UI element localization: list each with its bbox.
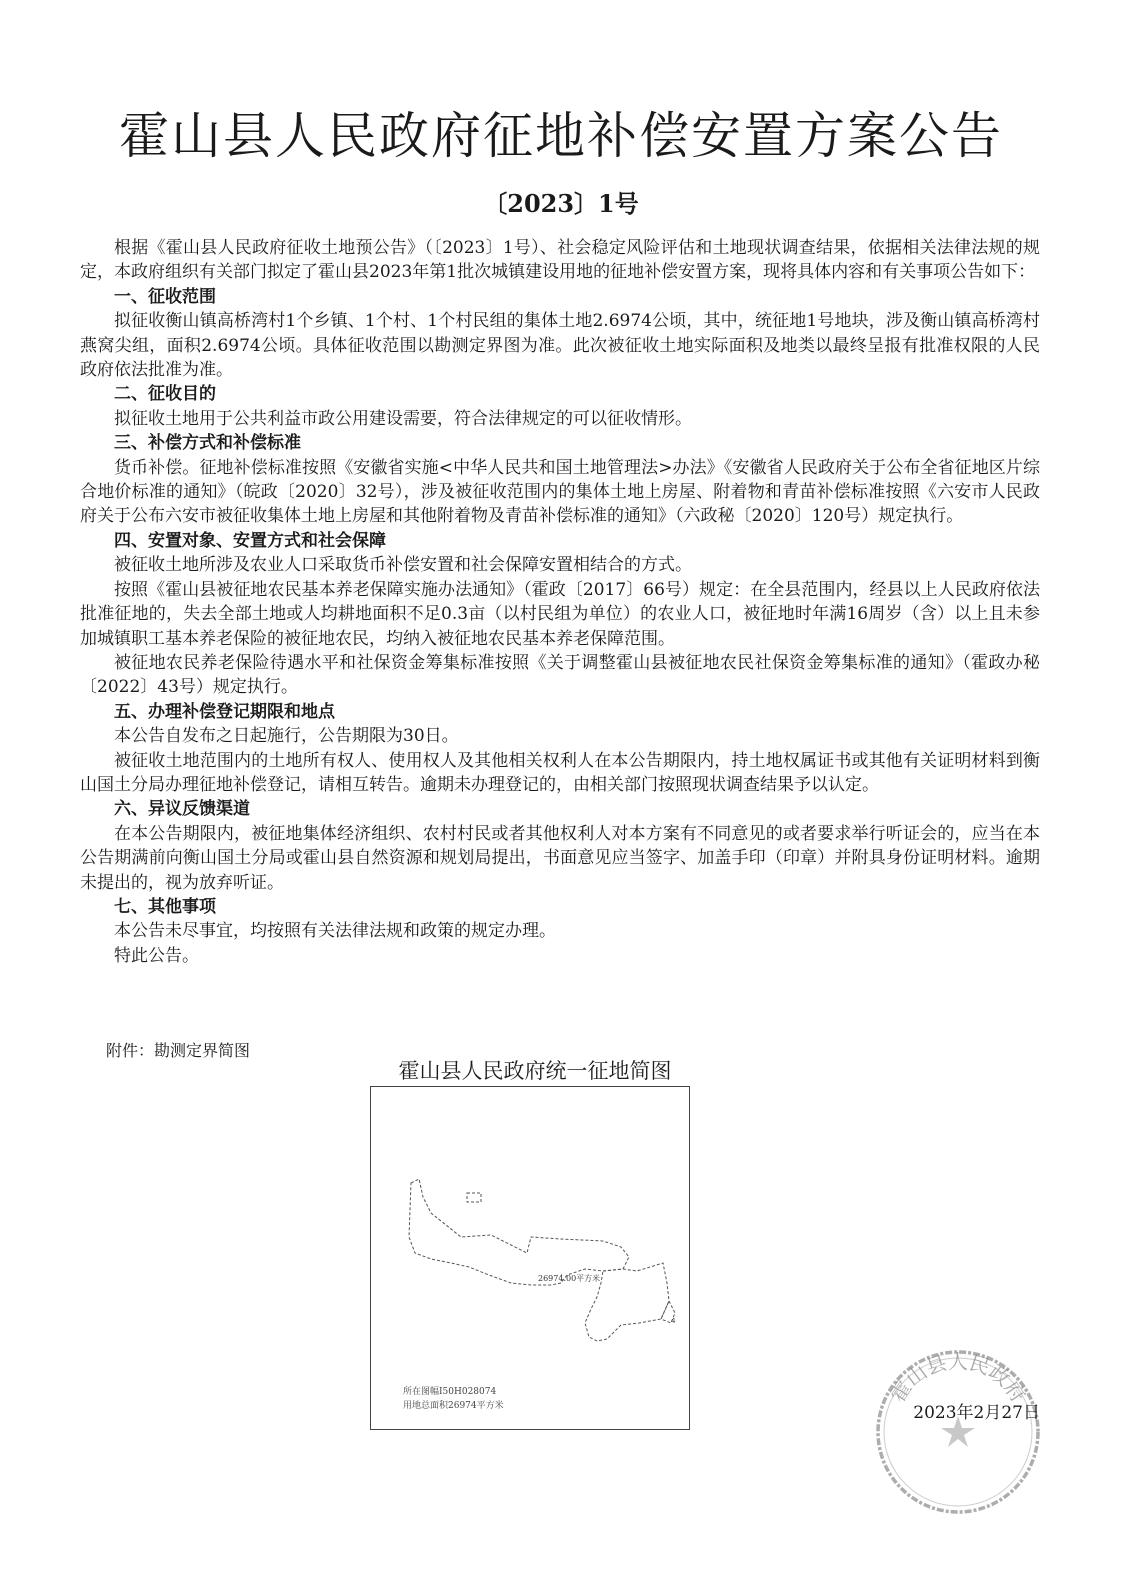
body-paragraph: 在本公告期限内，被征地集体经济组织、农村村民或者其他权利人对本方案有不同意见的或者要求举行听证会的，应当在本公告期满前向衡山国土分局或霍山县自然资源和规划局提出，书面意见应当签字、加盖手印（印章）并附具身份证明材料。逾期未提出的，视为放弃听证。 [80,823,1040,893]
section-heading: 二、征收目的 [114,384,216,405]
attachment-label: 附件：勘测定界简图 [106,1041,251,1060]
land-parcel-drawing [371,1087,689,1429]
body-paragraph: 货币补偿。征地补偿标准按照《安徽省实施<中华人民共和国土地管理法>办法》《安徽省人民政府关于公布全省征地区片综合地价标准的通知》（皖政〔2020〕32号），涉及被征收范围内的集体土地上房屋、附着物和青苗补偿标准按照《六安市人民政府关于公布六安市被征收集体土地上房屋和其他附着物及青苗补偿标准的通知》（六政秘〔2020〕120号）规定执行。 [80,457,1040,527]
section-heading: 一、征收范围 [114,286,216,307]
section-heading: 五、办理补偿登记期限和地点 [114,701,335,722]
body-paragraph: 特此公告。 [114,945,199,966]
survey-map [370,1086,690,1430]
section-heading: 六、异议反馈渠道 [114,799,250,820]
map-info-sheet: 所在图幅I50H028074 [403,1387,497,1397]
section-heading: 三、补偿方式和补偿标准 [114,433,301,454]
map-info-area: 用地总面积26974平方米 [403,1401,504,1411]
body-paragraph: 被征收土地所涉及农业人口采取货币补偿安置和社会保障安置相结合的方式。 [114,555,692,576]
section-heading: 四、安置对象、安置方式和社会保障 [114,530,386,551]
map-title: 霍山县人民政府统一征地简图 [398,1059,672,1083]
document-title: 霍山县人民政府征地补偿安置方案公告 [119,107,1003,165]
body-paragraph: 被征收土地范围内的土地所有权人、使用权人及其他相关权利人在本公告期限内，持土地权属证书或其他有关证明材料到衡山国土分局办理征地补偿登记，请相互转告。逾期未办理登记的，由相关部门按照现状调查结果予以认定。 [80,750,1040,795]
body-paragraph: 拟征收土地用于公共利益市政公用建设需要，符合法律规定的可以征收情形。 [114,408,692,429]
document-number: 〔2023〕1号 [483,189,639,218]
issue-date: 2023年2月27日 [913,1403,1040,1423]
section-heading: 七、其他事项 [114,896,216,917]
body-paragraph: 本公告未尽事宜，均按照有关法律法规和政策的规定办理。 [114,921,556,942]
map-area-label: 26974.00平方米 [538,1274,601,1283]
body-paragraph: 按照《霍山县被征地农民基本养老保障实施办法通知》（霍政〔2017〕66号）规定：在全县范围内，经县以上人民政府依法批准征地的，失去全部土地或人均耕地面积不足0.3亩（以村民组为单位）的农业人口，被征地时年满16周岁（含）以上且未参加城镇职工基本养老保险的被征地农民，均纳入被征地农民基本养老保障范围。 [80,579,1040,649]
body-paragraph: 根据《霍山县人民政府征收土地预公告》（〔2023〕1号）、社会稳定风险评估和土地现状调查结果，依据相关法律法规的规定，本政府组织有关部门拟定了霍山县2023年第1批次城镇建设用地的征地补偿安置方案，现将具体内容和有关事项公告如下： [80,238,1040,283]
svg-text:4: 4 [671,1317,676,1325]
map-info [403,1385,504,1413]
svg-text:霍山县人民政府: 霍山县人民政府 [885,1349,1031,1407]
official-seal-stamp [872,1346,1044,1518]
document-body [80,236,1040,968]
body-paragraph: 拟征收衡山镇高桥湾村1个乡镇、1个村、1个村民组的集体土地2.6974公顷，其中，统征地1号地块，涉及衡山镇高桥湾村燕窝尖组，面积2.6974公顷。具体征收范围以勘测定界图为准。此次被征收土地实际面积及地类以最终呈报有批准权限的人民政府依法批准为准。 [80,311,1040,381]
body-paragraph: 本公告自发布之日起施行，公告期限为30日。 [114,726,459,747]
body-paragraph: 被征地农民养老保险待遇水平和社保资金筹集标准按照《关于调整霍山县被征地农民社保资金筹集标准的通知》（霍政办秘〔2022〕43号）规定执行。 [80,652,1040,698]
